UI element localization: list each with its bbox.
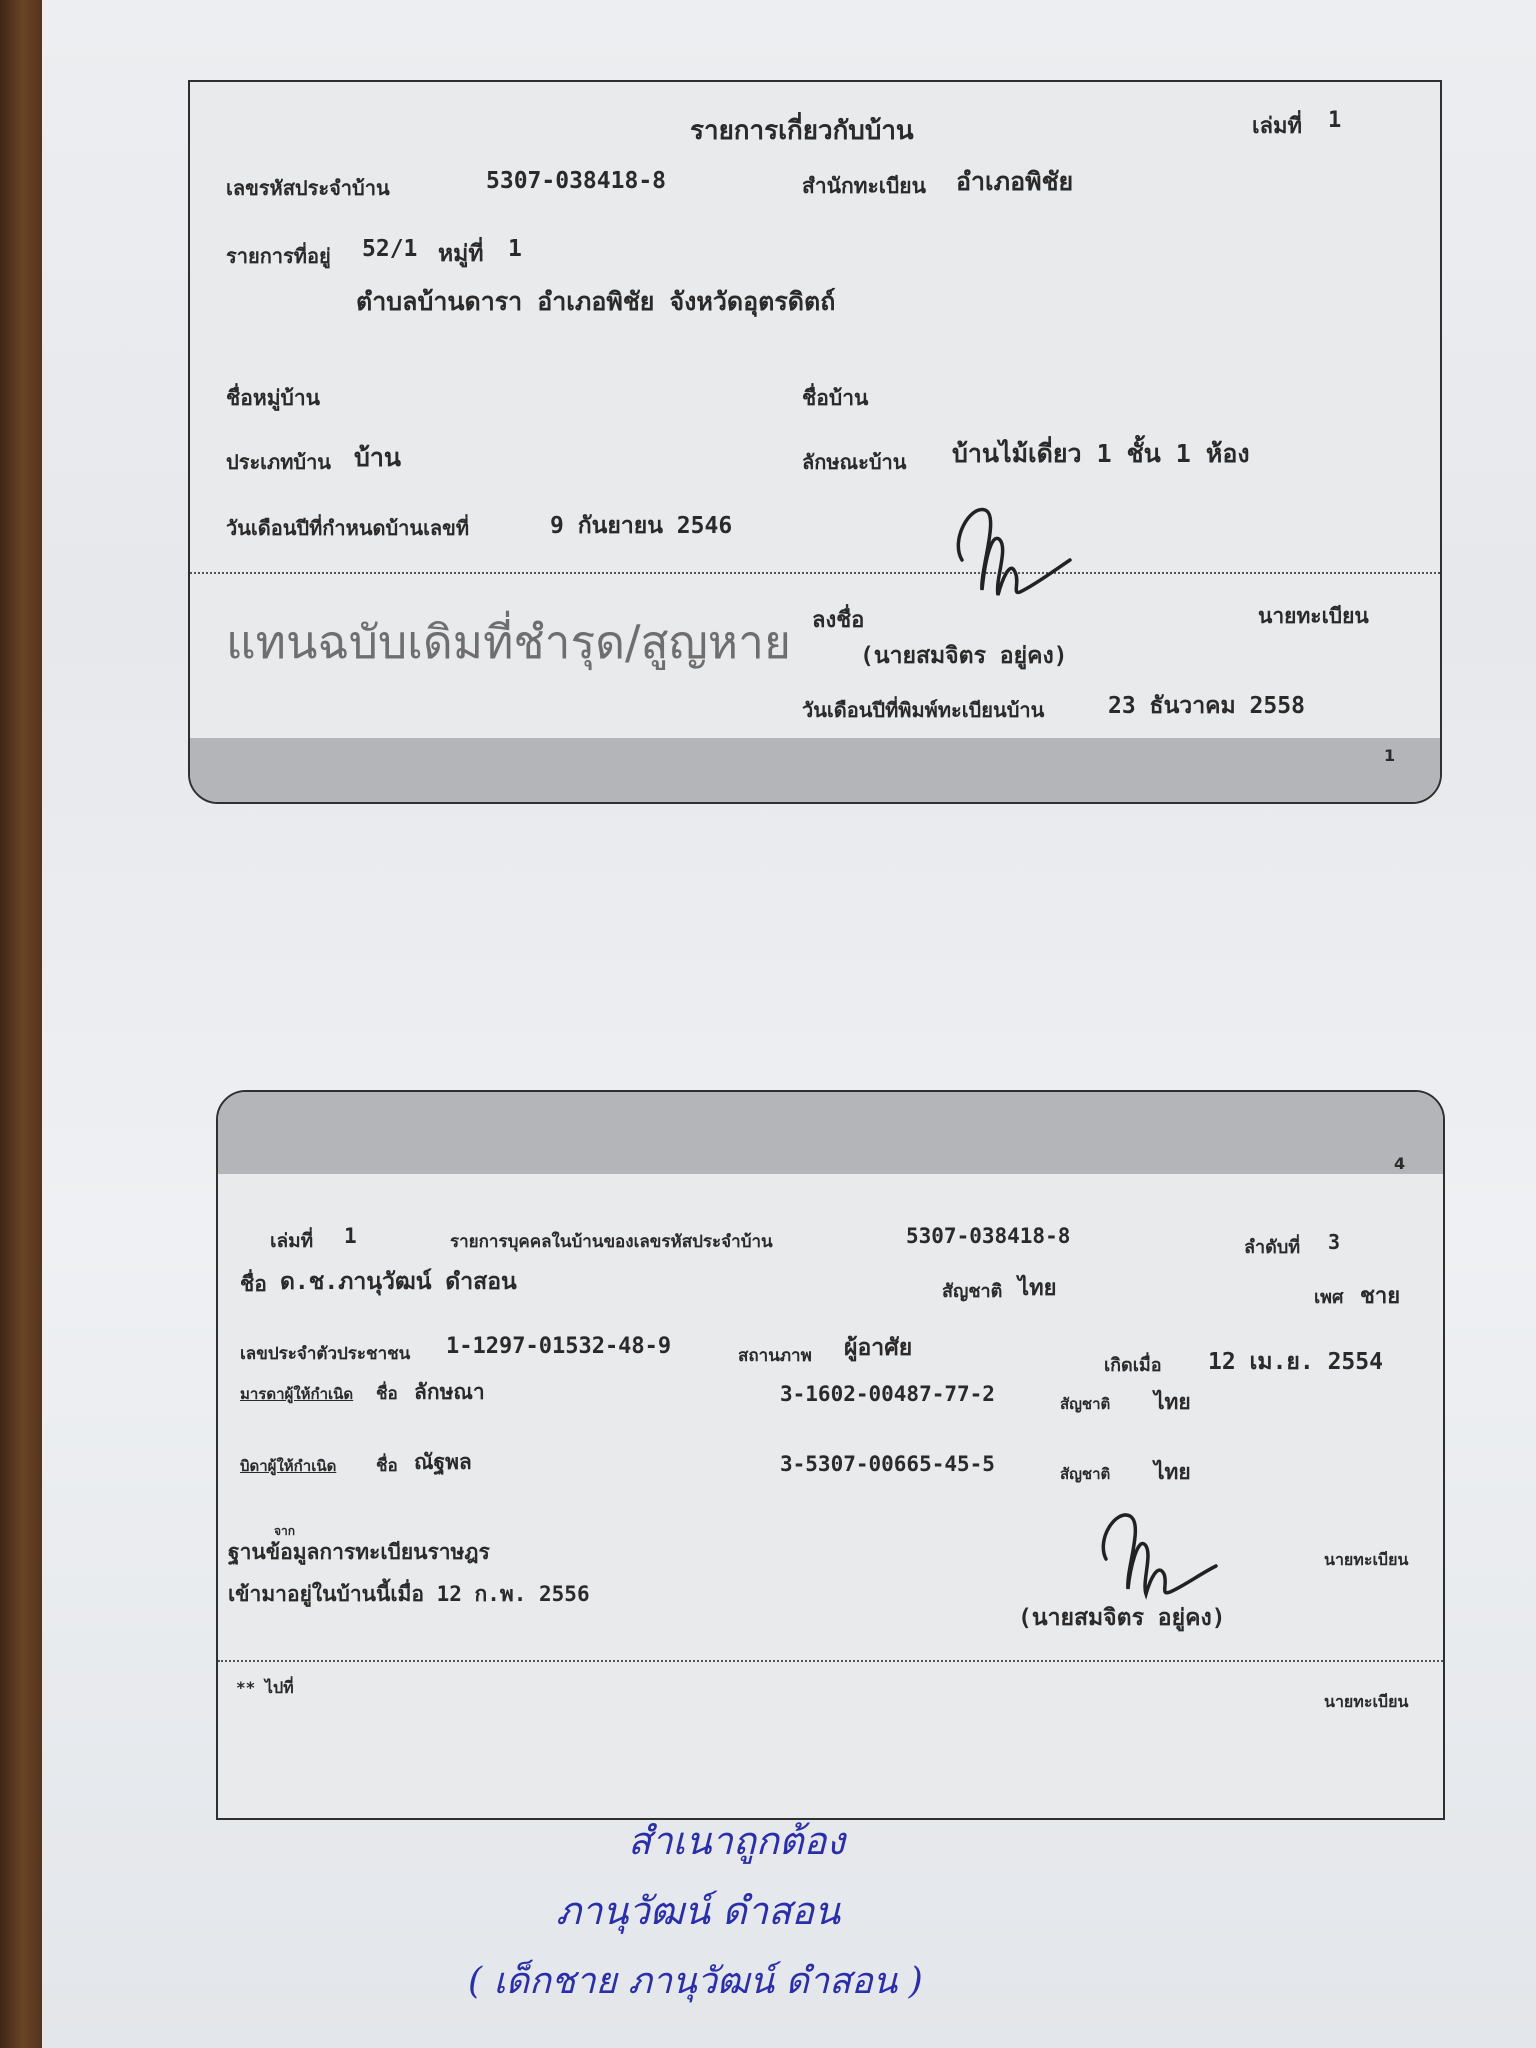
- mother-id: 3-1602-00487-77-2: [780, 1382, 995, 1406]
- sign-label: ลงชื่อ: [812, 608, 865, 633]
- registry-office-label: สำนักทะเบียน: [802, 174, 926, 198]
- page-number: 1: [1384, 746, 1396, 765]
- page-number: 4: [1394, 1154, 1406, 1173]
- divider-dotted: [190, 572, 1440, 574]
- house-record-title: รายการเกี่ยวกับบ้าน: [690, 116, 914, 146]
- sex: ชาย: [1360, 1284, 1401, 1309]
- house-type-label: ประเภทบ้าน: [226, 450, 331, 474]
- registrar-name: (นายสมจิตร อยู่คง): [1018, 1605, 1226, 1631]
- village-name-label: ชื่อหมู่บ้าน: [226, 386, 321, 410]
- address-no: 52/1: [362, 236, 418, 262]
- moved-in-date: เข้ามาอยู่ในบ้านนี้เมื่อ 12 ก.พ. 2556: [228, 1582, 590, 1606]
- address-label: รายการที่อยู่: [226, 244, 331, 268]
- order-label: ลำดับที่: [1244, 1237, 1301, 1258]
- card-footer-band: [190, 738, 1440, 802]
- id-number: 1-1297-01532-48-9: [446, 1334, 672, 1359]
- house-code: 5307-038418-8: [906, 1224, 1071, 1248]
- house-style: บ้านไม้เดี่ยว 1 ชั้น 1 ห้อง: [952, 439, 1250, 468]
- book-no: 1: [1328, 108, 1342, 133]
- house-code-label: เลขรหัสประจำบ้าน: [226, 176, 390, 200]
- assigned-date-label: วันเดือนปีที่กำหนดบ้านเลขที่: [226, 516, 470, 540]
- moo-no: 1: [508, 236, 522, 262]
- divider-dotted: [218, 1660, 1443, 1662]
- person-record-card: [216, 1090, 1445, 1820]
- father-label: บิดาผู้ให้กำเนิด: [240, 1457, 337, 1475]
- assigned-date: 9 กันยายน 2546: [550, 513, 733, 539]
- card-header-band: [218, 1092, 1443, 1174]
- mother-label: มารดาผู้ให้กำเนิด: [240, 1385, 354, 1403]
- book-no: 1: [344, 1224, 357, 1248]
- father-name: ณัฐพล: [414, 1450, 472, 1474]
- registrar-signature: [1088, 1504, 1228, 1604]
- desk-edge: [0, 0, 46, 2048]
- handwritten-full-name: ( เด็กชาย ภานุวัฒน์ ดำสอน ): [468, 1961, 923, 2002]
- house-name-label: ชื่อบ้าน: [802, 386, 869, 410]
- handwritten-signature-name: ภานุวัฒน์ ดำสอน: [556, 1889, 841, 1933]
- status-label: สถานภาพ: [738, 1346, 812, 1366]
- born-date: 12 เม.ย. 2554: [1208, 1349, 1383, 1375]
- name-label: ชื่อ: [240, 1272, 267, 1296]
- order-no: 3: [1328, 1230, 1341, 1254]
- registrar-title-moved-out: นายทะเบียน: [1324, 1692, 1409, 1711]
- person-name: ด.ช.ภานุวัฒน์ ดำสอน: [280, 1269, 517, 1295]
- registrar-name: (นายสมจิตร อยู่คง): [860, 643, 1068, 669]
- house-type: บ้าน: [354, 443, 401, 472]
- book-label: เล่มที่: [270, 1230, 314, 1252]
- registrar-signature: [940, 500, 1080, 610]
- mother-nationality: ไทย: [1154, 1390, 1191, 1414]
- moved-out-label: ** ไปที่: [236, 1678, 294, 1697]
- sex-label: เพศ: [1314, 1287, 1344, 1308]
- house-style-label: ลักษณะบ้าน: [802, 450, 907, 474]
- registrar-title: นายทะเบียน: [1258, 604, 1369, 628]
- print-date: 23 ธันวาคม 2558: [1108, 693, 1305, 719]
- house-record-card: [188, 80, 1442, 804]
- registrar-title: นายทะเบียน: [1324, 1550, 1409, 1569]
- mother-name: ลักษณา: [414, 1380, 485, 1404]
- from-prefix: จาก: [274, 1524, 296, 1538]
- born-label: เกิดเมื่อ: [1104, 1355, 1162, 1376]
- registry-office: อำเภอพิชัย: [956, 167, 1074, 196]
- status: ผู้อาศัย: [844, 1335, 913, 1361]
- print-date-label: วันเดือนปีที่พิมพ์ทะเบียนบ้าน: [802, 698, 1045, 722]
- handwritten-certified-true-copy: สำเนาถูกต้อง: [628, 1819, 845, 1863]
- nationality-label: สัญชาติ: [942, 1281, 1003, 1302]
- mother-nationality-label: สัญชาติ: [1060, 1395, 1111, 1413]
- source-database: ฐานข้อมูลการทะเบียนราษฎร: [228, 1540, 490, 1564]
- book-label: เล่มที่: [1252, 114, 1303, 139]
- moo-label: หมู่ที่: [438, 241, 484, 267]
- person-list-label: รายการบุคคลในบ้านของเลขรหัสประจำบ้าน: [450, 1232, 773, 1252]
- father-name-label: ชื่อ: [376, 1456, 398, 1476]
- house-code: 5307-038418-8: [486, 168, 667, 194]
- replacement-notice: แทนฉบับเดิมที่ชำรุด/สูญหาย: [226, 615, 791, 669]
- father-nationality-label: สัญชาติ: [1060, 1465, 1111, 1483]
- address-line2: ตำบลบ้านดารา อำเภอพิชัย จังหวัดอุตรดิตถ์: [356, 287, 836, 316]
- id-label: เลขประจำตัวประชาชน: [240, 1344, 411, 1364]
- father-nationality: ไทย: [1154, 1460, 1191, 1484]
- nationality: ไทย: [1018, 1276, 1057, 1301]
- father-id: 3-5307-00665-45-5: [780, 1452, 995, 1476]
- mother-name-label: ชื่อ: [376, 1384, 398, 1404]
